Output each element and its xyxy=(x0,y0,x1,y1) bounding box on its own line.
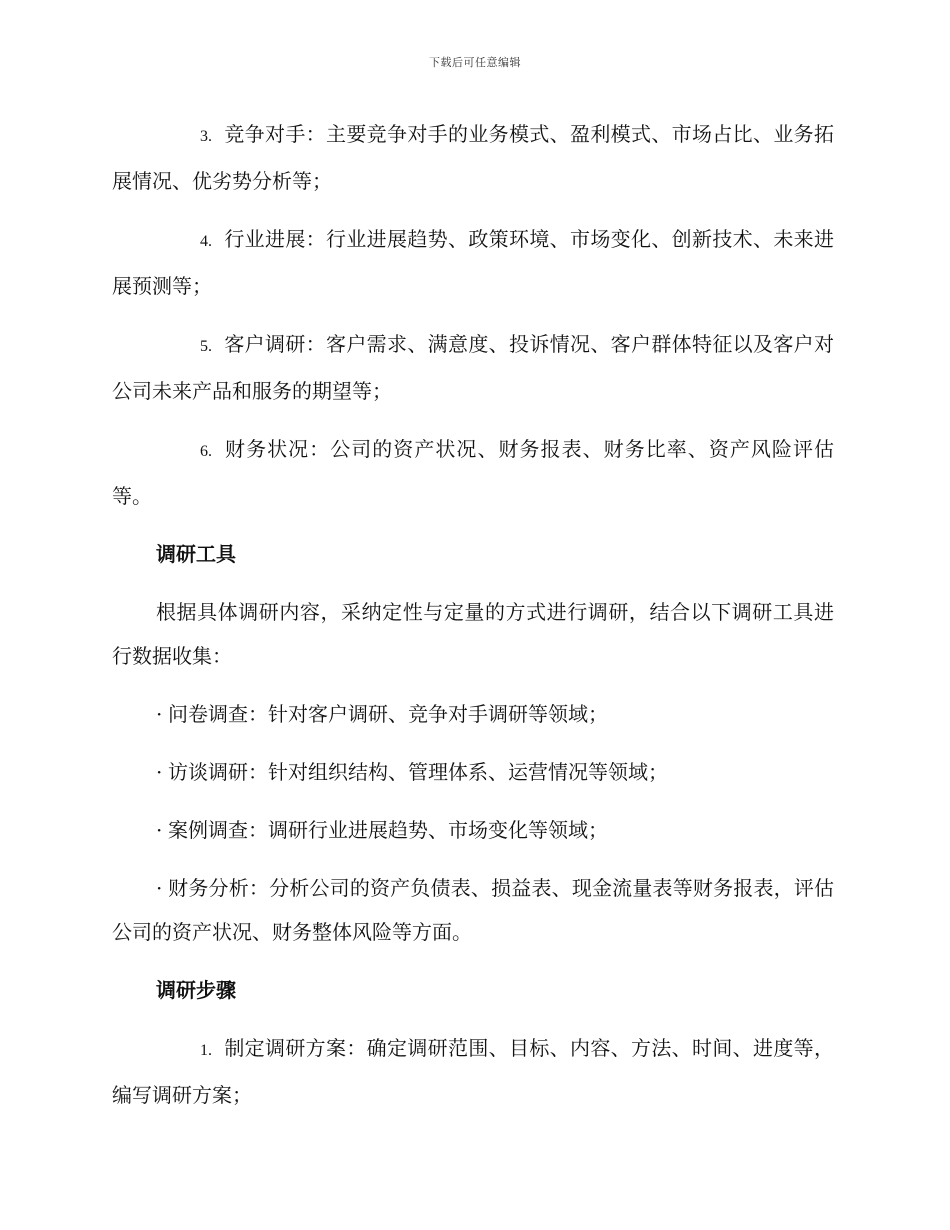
page-header-note: 下载后可任意编辑 xyxy=(429,56,521,69)
bullet-item-interview xyxy=(112,750,834,794)
bullet-text: 案例调查：调研行业进展趋势、市场变化等领域； xyxy=(168,818,608,842)
section-heading-tools: 调研工具 xyxy=(156,542,236,566)
list-item-industry xyxy=(112,217,834,308)
list-item-text: 行业进展：行业进展趋势、政策环境、市场变化、创新技术、未来进展预测等； xyxy=(112,227,834,298)
bullet-text: 问卷调查：针对客户调研、竞争对手调研等领域； xyxy=(168,702,608,726)
bullet-item-questionnaire xyxy=(112,692,834,736)
list-item-finance xyxy=(112,427,834,518)
bullet-icon: · xyxy=(156,818,163,842)
list-item-number: 4. xyxy=(200,233,212,250)
list-item-competitors xyxy=(112,112,834,203)
bullet-icon: · xyxy=(156,876,163,900)
list-item-customer xyxy=(112,322,834,413)
document-body xyxy=(112,112,834,1131)
bullet-item-financial-analysis xyxy=(112,866,834,954)
list-item-text: 财务状况：公司的资产状况、财务报表、财务比率、资产风险评估等。 xyxy=(112,437,834,508)
list-item-plan xyxy=(112,1026,834,1117)
list-item-number: 1. xyxy=(200,1042,212,1059)
tools-intro-paragraph: 根据具体调研内容，采纳定性与定量的方式进行调研，结合以下调研工具进行数据收集： xyxy=(112,600,834,668)
bullet-text: 访谈调研：针对组织结构、管理体系、运营情况等领域； xyxy=(168,760,668,784)
bullet-icon: · xyxy=(156,702,163,726)
section-heading-steps: 调研步骤 xyxy=(156,978,236,1002)
list-item-text: 竞争对手：主要竞争对手的业务模式、盈利模式、市场占比、业务拓展情况、优劣势分析等； xyxy=(112,122,834,193)
bullet-icon: · xyxy=(156,760,163,784)
list-item-number: 5. xyxy=(200,338,212,355)
list-item-number: 6. xyxy=(200,443,212,460)
bullet-item-case-study xyxy=(112,808,834,852)
bullet-text: 财务分析：分析公司的资产负债表、损益表、现金流量表等财务报表，评估公司的资产状况、财务整体风险等方面。 xyxy=(112,876,834,944)
list-item-text: 客户调研：客户需求、满意度、投诉情况、客户群体特征以及客户对公司未来产品和服务的期望等； xyxy=(112,332,834,403)
list-item-number: 3. xyxy=(200,128,212,145)
list-item-text: 制定调研方案：确定调研范围、目标、内容、方法、时间、进度等，编写调研方案； xyxy=(112,1036,834,1107)
